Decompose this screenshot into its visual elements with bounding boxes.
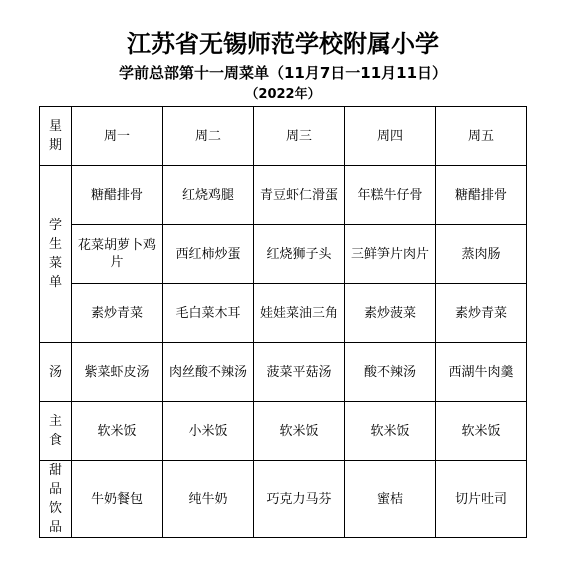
menu-cell: 西红柿炒蛋 — [163, 225, 254, 284]
menu-cell: 巧克力马芬 — [254, 461, 345, 538]
table-row — [40, 402, 527, 461]
menu-cell: 三鲜笋片肉片 — [345, 225, 436, 284]
menu-cell: 纯牛奶 — [163, 461, 254, 538]
weekly-menu-table — [39, 106, 527, 538]
menu-cell: 毛白菜木耳 — [163, 284, 254, 343]
row-label-weekday: 星期 — [40, 107, 72, 166]
menu-cell: 软米饭 — [436, 402, 527, 461]
menu-cell: 青豆虾仁滑蛋 — [254, 166, 345, 225]
row-label-dessert: 甜品饮品 — [40, 461, 72, 538]
day-header: 周二 — [163, 107, 254, 166]
menu-cell: 年糕牛仔骨 — [345, 166, 436, 225]
table-header-row — [40, 107, 527, 166]
menu-cell: 西湖牛肉羹 — [436, 343, 527, 402]
menu-cell: 肉丝酸不辣汤 — [163, 343, 254, 402]
menu-cell: 蒸肉肠 — [436, 225, 527, 284]
menu-cell: 酸不辣汤 — [345, 343, 436, 402]
menu-cell: 软米饭 — [345, 402, 436, 461]
row-label-staple: 主食 — [40, 402, 72, 461]
page-title: 江苏省无锡师范学校附属小学 — [127, 29, 439, 58]
page-subtitle: 学前总部第十一周菜单（11月7日一11月11日） — [118, 64, 448, 82]
day-header: 周五 — [436, 107, 527, 166]
menu-cell: 红烧狮子头 — [254, 225, 345, 284]
menu-cell: 牛奶餐包 — [72, 461, 163, 538]
menu-cell: 软米饭 — [254, 402, 345, 461]
table-row — [40, 225, 527, 284]
menu-cell: 紫菜虾皮汤 — [72, 343, 163, 402]
menu-cell: 软米饭 — [72, 402, 163, 461]
menu-cell: 切片吐司 — [436, 461, 527, 538]
menu-cell: 娃娃菜油三角 — [254, 284, 345, 343]
menu-cell: 糖醋排骨 — [436, 166, 527, 225]
year-label: （2022年） — [245, 87, 321, 102]
menu-cell: 红烧鸡腿 — [163, 166, 254, 225]
table-row — [40, 461, 527, 538]
day-header: 周四 — [345, 107, 436, 166]
table-row — [40, 284, 527, 343]
row-label-soup: 汤 — [40, 343, 72, 402]
table-row — [40, 343, 527, 402]
menu-cell: 菠菜平菇汤 — [254, 343, 345, 402]
menu-cell: 素炒青菜 — [436, 284, 527, 343]
menu-cell: 小米饭 — [163, 402, 254, 461]
row-label-student-menu: 学生菜单 — [40, 166, 72, 343]
menu-cell: 素炒青菜 — [72, 284, 163, 343]
day-header: 周三 — [254, 107, 345, 166]
menu-cell: 花菜胡萝卜鸡片 — [72, 225, 163, 284]
table-row — [40, 166, 527, 225]
day-header: 周一 — [72, 107, 163, 166]
menu-cell: 素炒菠菜 — [345, 284, 436, 343]
menu-cell: 糖醋排骨 — [72, 166, 163, 225]
menu-cell: 蜜桔 — [345, 461, 436, 538]
